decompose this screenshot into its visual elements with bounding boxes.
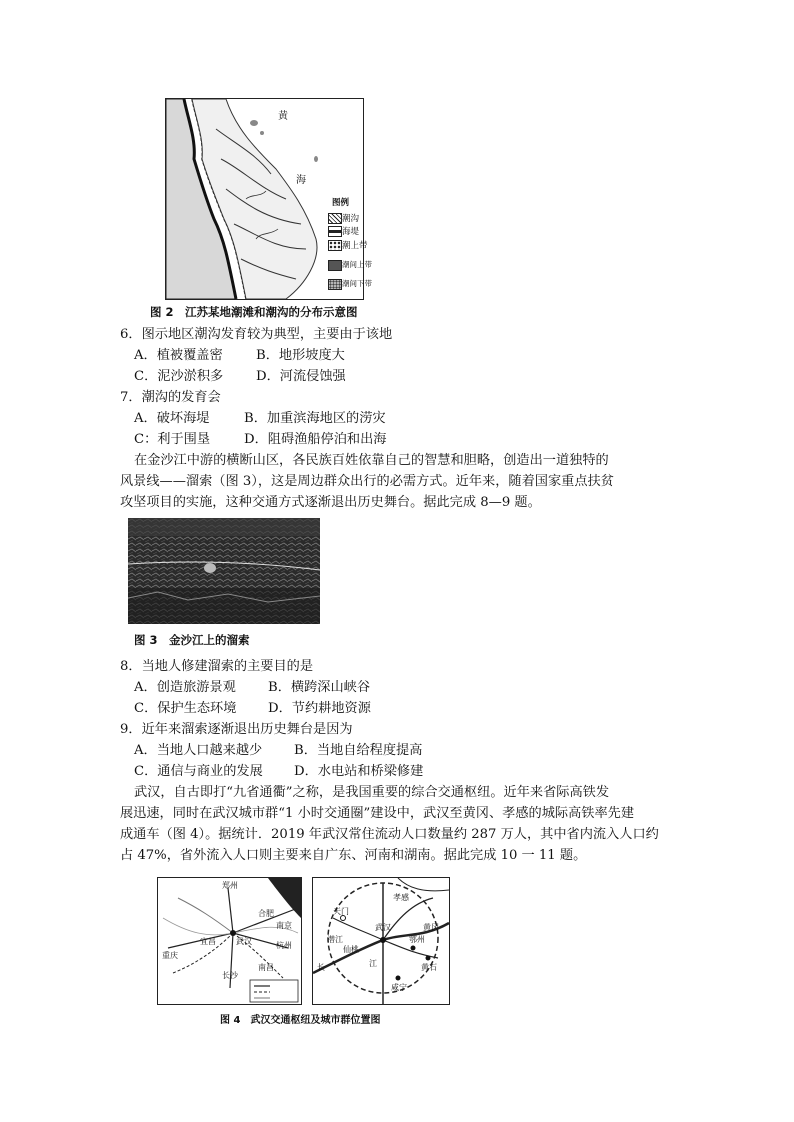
question-9-option-c[interactable]: C．通信与商业的发展 <box>134 764 263 779</box>
sea-label-2: 海 <box>296 175 306 186</box>
passage-1-line-2: 风景线——溜索（图 3），这是周边群众出行的必需方式。近年来，随着国家重点扶贫 <box>120 474 614 489</box>
question-7-option-a[interactable]: A．破坏海堤 <box>134 411 210 426</box>
question-7-stem: 7．潮沟的发育会 <box>120 390 221 405</box>
legend-swatch-creek <box>328 213 342 224</box>
question-8-option-c[interactable]: C．保护生态环境 <box>134 701 237 716</box>
question-9-option-a[interactable]: A．当地人口越来越少 <box>134 743 263 758</box>
figure-3-caption: 图 3 金沙江上的溜索 <box>134 633 250 647</box>
question-7-option-c[interactable]: C：利于围垦 <box>134 432 211 447</box>
question-8-option-d[interactable]: D．节约耕地资源 <box>268 701 371 716</box>
right-map-label-jiang: 江 <box>369 959 377 968</box>
question-8-stem: 8．当地人修建溜索的主要目的是 <box>120 659 314 674</box>
right-map-label-xiaogan: 孝感 <box>393 893 409 902</box>
left-map-label-zhengzhou: 郑州 <box>222 881 238 890</box>
question-9-option-b[interactable]: B．当地自给程度提高 <box>294 743 423 758</box>
legend-label-supratidal: 潮上带 <box>342 241 368 251</box>
right-map-label-xianning: 咸宁 <box>391 983 407 992</box>
figure-4-right-map <box>312 877 450 1005</box>
right-map-label-tianmen: 天门 <box>333 907 349 916</box>
question-8-option-a[interactable]: A．创造旅游景观 <box>134 680 236 695</box>
figure-4-caption: 图 4 武汉交通枢纽及城市群位置图 <box>220 1015 381 1026</box>
legend-label-upper-intertidal: 潮间上带 <box>342 260 372 269</box>
passage-2-line-2: 展迅速，同时在武汉城市群“1 小时交通圈”建设中，武汉至黄冈、孝感的城际高铁率先建 <box>120 806 634 821</box>
passage-2-line-4: 占 47%，省外流入人口则主要来自广东、河南和湖南。据此完成 10 一 11 题。 <box>120 848 587 863</box>
right-map-label-ezhou: 鄂州 <box>409 935 425 944</box>
zipline-photo-drawing <box>128 518 320 624</box>
left-map-label-yichang: 宜昌 <box>200 937 216 946</box>
legend-label-creek: 潮沟 <box>342 214 360 224</box>
legend-swatch-lower-intertidal <box>328 279 342 290</box>
left-map-label-chongqing: 重庆 <box>162 951 178 960</box>
legend-swatch-seawall <box>328 226 342 237</box>
left-map-label-hangzhou: 杭州 <box>276 941 292 950</box>
question-6-option-d[interactable]: D．河流侵蚀强 <box>256 369 346 384</box>
figure-2-map <box>165 98 372 300</box>
right-map-label-chang: 长 <box>317 963 325 972</box>
question-7-option-b[interactable]: B．加重滨海地区的涝灾 <box>244 411 386 426</box>
figure-2-caption: 图 2 江苏某地潮滩和潮沟的分布示意图 <box>150 305 358 319</box>
question-6-option-b[interactable]: B．地形坡度大 <box>256 348 345 363</box>
right-map-label-qianjiang: 潜江 <box>327 935 343 944</box>
left-map-label-wuhan: 武汉 <box>236 937 252 946</box>
question-9-option-d[interactable]: D．水电站和桥梁修建 <box>294 764 424 779</box>
left-map-label-nanjing: 南京 <box>276 921 292 930</box>
legend-title: 图例 <box>332 198 350 208</box>
question-7-option-d[interactable]: D．阻碍渔船停泊和出海 <box>244 432 387 447</box>
passage-1-line-1: 在金沙江中游的横断山区，各民族百姓依靠自己的智慧和胆略，创造出一道独特的 <box>134 453 609 468</box>
passage-1-line-3: 攻坚项目的实施，这种交通方式逐渐退出历史舞台。据此完成 8—9 题。 <box>120 495 541 510</box>
question-6-stem: 6．图示地区潮沟发育较为典型，主要由于该地 <box>120 327 393 342</box>
left-map-label-hefei: 合肥 <box>258 909 274 918</box>
passage-2-line-1: 武汉，自古即打“九省通衢”之称，是我国重要的综合交通枢纽。近年来省际高铁发 <box>134 785 610 800</box>
question-6-option-c[interactable]: C．泥沙淤积多 <box>134 369 224 384</box>
figure-3-photo <box>128 518 320 624</box>
figure-4-left-map <box>157 877 302 1005</box>
left-map-label-changsha: 长沙 <box>222 971 238 980</box>
question-6-option-a[interactable]: A．植被覆盖密 <box>134 348 223 363</box>
legend-swatch-upper-intertidal <box>328 260 342 271</box>
question-9-stem: 9．近年来溜索逐渐退出历史舞台是因为 <box>120 722 353 737</box>
legend-label-lower-intertidal: 潮间下带 <box>342 279 372 288</box>
question-8-option-b[interactable]: B．横跨深山峡谷 <box>268 680 371 695</box>
left-map-label-nanchang: 南昌 <box>258 963 274 972</box>
passage-2-line-3: 成通车（图 4）。据统计．2019 年武汉常住流动人口数量约 287 万人，其中省内流入人口约 <box>120 827 659 842</box>
right-map-label-huangshi: 黄石 <box>421 963 437 972</box>
right-map-label-xiantao: 仙桃 <box>343 945 359 954</box>
right-map-label-huanggang: 黄冈 <box>423 923 439 932</box>
legend-label-seawall: 海堤 <box>342 227 360 237</box>
right-map-label-wuhan: 武汉 <box>375 923 391 932</box>
legend-swatch-supratidal <box>328 240 342 251</box>
sea-label-1: 黄 <box>278 111 288 122</box>
